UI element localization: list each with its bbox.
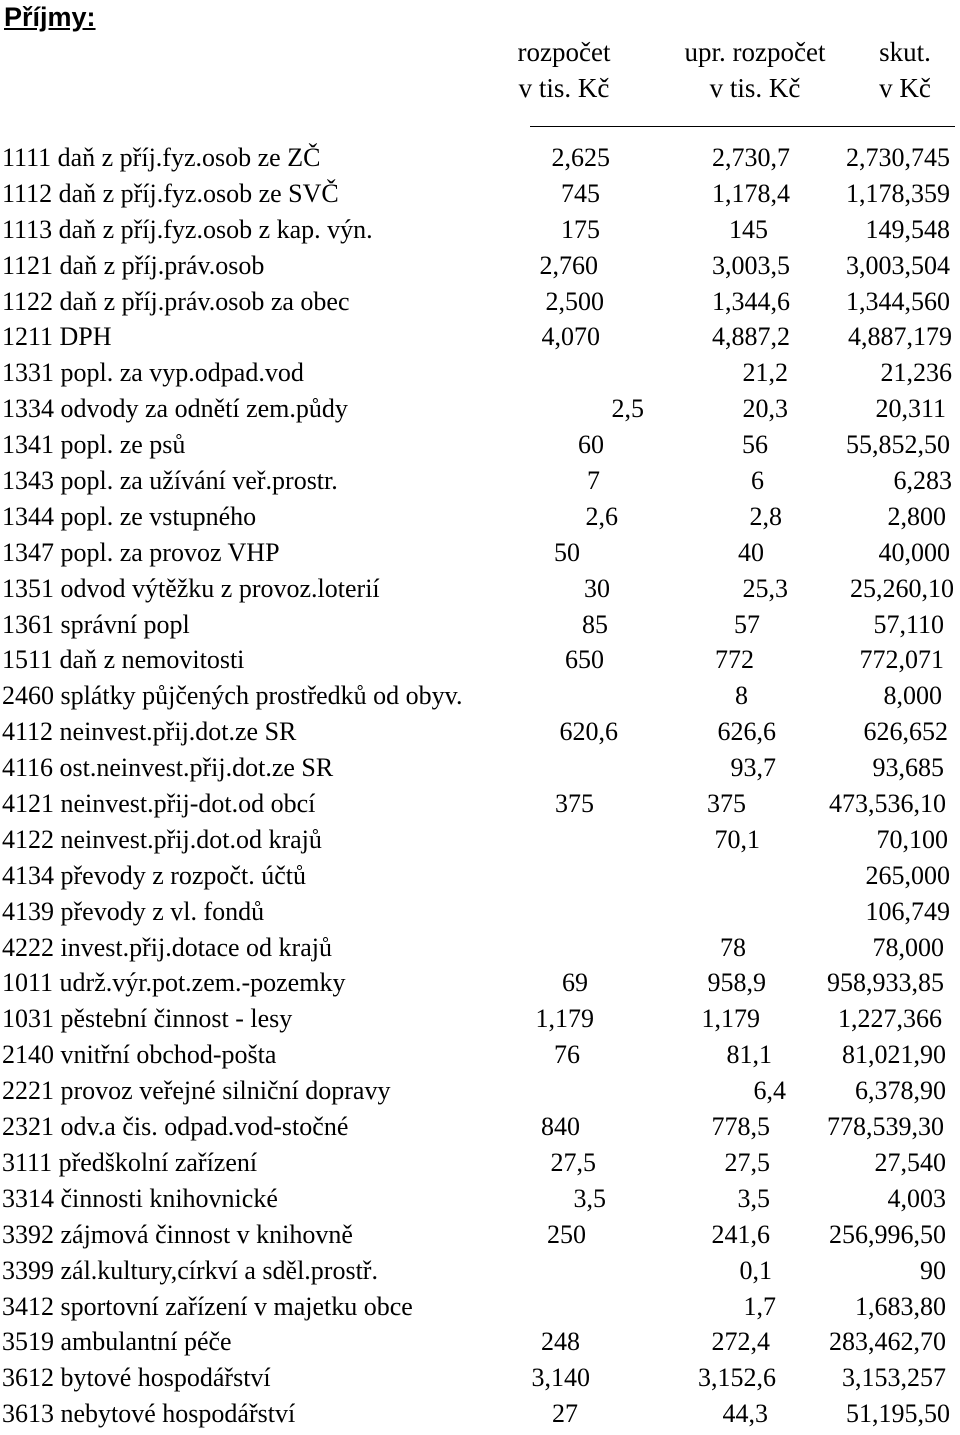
cell-rozpocet: 2,5 xyxy=(611,394,644,424)
cell-rozpocet: 76 xyxy=(554,1040,580,1070)
row-label: 1331 popl. za vyp.odpad.vod xyxy=(2,358,304,388)
cell-skutecnost: 90 xyxy=(920,1255,946,1285)
table-row xyxy=(0,607,960,643)
table-row xyxy=(0,1145,960,1181)
table-row xyxy=(0,786,960,822)
cell-skutecnost: 6,283 xyxy=(893,466,952,496)
cell-skutecnost: 149,548 xyxy=(865,214,950,244)
row-label: 1121 daň z příj.práv.osob xyxy=(2,250,265,280)
cell-upraveny-rozpocet: 93,7 xyxy=(730,753,776,783)
cell-skutecnost: 3,153,257 xyxy=(842,1363,946,1393)
table-row xyxy=(0,499,960,535)
cell-rozpocet: 1,179 xyxy=(535,1004,594,1034)
cell-rozpocet: 2,6 xyxy=(585,501,618,531)
row-label: 4139 převody z vl. fondů xyxy=(2,896,265,926)
cell-rozpocet: 375 xyxy=(555,789,594,819)
cell-rozpocet: 745 xyxy=(561,178,600,208)
cell-skutecnost: 25,260,10 xyxy=(850,573,954,603)
cell-upraveny-rozpocet: 78 xyxy=(720,932,746,962)
cell-skutecnost: 772,071 xyxy=(859,645,944,675)
row-label: 3412 sportovní zařízení v majetku obce xyxy=(2,1291,413,1321)
cell-skutecnost: 55,852,50 xyxy=(846,430,950,460)
table-row xyxy=(0,1037,960,1073)
row-label: 1341 popl. ze psů xyxy=(2,430,186,460)
cell-upraveny-rozpocet: 57 xyxy=(734,609,760,639)
cell-upraveny-rozpocet: 27,5 xyxy=(724,1147,770,1177)
cell-upraveny-rozpocet: 145 xyxy=(729,214,768,244)
row-label: 3399 zál.kultury,církví a sděl.prostř. xyxy=(2,1255,378,1285)
row-label: 3314 činnosti knihovnické xyxy=(2,1183,278,1213)
cell-skutecnost: 2,800 xyxy=(887,501,946,531)
table-row xyxy=(0,1324,960,1360)
table-row xyxy=(0,140,960,176)
header-upraveny-line2: v tis. Kč xyxy=(709,73,801,103)
page-title: Příjmy: xyxy=(4,2,96,32)
header-skutecnost xyxy=(862,34,948,106)
table-row xyxy=(0,1396,960,1432)
cell-skutecnost: 81,021,90 xyxy=(842,1040,946,1070)
row-label: 1011 udrž.výr.pot.zem.-pozemky xyxy=(2,968,346,998)
cell-upraveny-rozpocet: 21,2 xyxy=(742,358,788,388)
header-skutecnost-line1: skut. xyxy=(879,37,931,67)
cell-rozpocet: 85 xyxy=(582,609,608,639)
cell-rozpocet: 69 xyxy=(562,968,588,998)
table-row xyxy=(0,858,960,894)
cell-upraveny-rozpocet: 1,179 xyxy=(701,1004,760,1034)
cell-upraveny-rozpocet: 1,178,4 xyxy=(712,178,790,208)
row-label: 3519 ambulantní péče xyxy=(2,1327,232,1357)
cell-upraveny-rozpocet: 272,4 xyxy=(711,1327,770,1357)
cell-skutecnost: 40,000 xyxy=(878,537,950,567)
cell-rozpocet: 30 xyxy=(584,573,610,603)
table-row xyxy=(0,212,960,248)
cell-upraveny-rozpocet: 0,1 xyxy=(739,1255,772,1285)
header-rozpocet xyxy=(490,34,638,106)
cell-skutecnost: 778,539,30 xyxy=(827,1112,944,1142)
row-label: 4122 neinvest.přij.dot.od krajů xyxy=(2,824,322,854)
cell-skutecnost: 2,730,745 xyxy=(846,143,950,172)
row-label: 1122 daň z příj.práv.osob za obec xyxy=(2,286,350,316)
cell-skutecnost: 27,540 xyxy=(874,1147,946,1177)
cell-rozpocet: 7 xyxy=(587,466,600,496)
cell-upraveny-rozpocet: 1,344,6 xyxy=(712,286,790,316)
cell-rozpocet: 27,5 xyxy=(550,1147,596,1177)
table-row xyxy=(0,1360,960,1396)
cell-upraveny-rozpocet: 8 xyxy=(735,681,748,711)
row-label: 4121 neinvest.přij-dot.od obcí xyxy=(2,789,316,819)
row-label: 3612 bytové hospodářství xyxy=(2,1363,271,1393)
cell-skutecnost: 78,000 xyxy=(872,932,944,962)
cell-skutecnost: 958,933,85 xyxy=(827,968,944,998)
cell-rozpocet: 2,625 xyxy=(551,143,610,172)
cell-skutecnost: 106,749 xyxy=(865,896,950,926)
cell-upraveny-rozpocet: 6 xyxy=(751,466,764,496)
cell-skutecnost: 1,227,366 xyxy=(838,1004,942,1034)
header-divider xyxy=(530,126,955,127)
table-row xyxy=(0,822,960,858)
income-table xyxy=(0,140,960,1432)
row-label: 1343 popl. za užívání veř.prostr. xyxy=(2,466,338,496)
row-label: 1111 daň z příj.fyz.osob ze ZČ xyxy=(2,143,321,172)
cell-rozpocet: 840 xyxy=(541,1112,580,1142)
cell-upraveny-rozpocet: 44,3 xyxy=(722,1399,768,1429)
cell-skutecnost: 256,996,50 xyxy=(829,1219,946,1249)
cell-rozpocet: 250 xyxy=(547,1219,586,1249)
table-row xyxy=(0,1253,960,1289)
cell-rozpocet: 2,760 xyxy=(539,250,598,280)
row-label: 3613 nebytové hospodářství xyxy=(2,1399,296,1429)
cell-upraveny-rozpocet: 20,3 xyxy=(742,394,788,424)
cell-upraveny-rozpocet: 3,003,5 xyxy=(712,250,790,280)
cell-skutecnost: 6,378,90 xyxy=(855,1076,946,1106)
cell-upraveny-rozpocet: 778,5 xyxy=(711,1112,770,1142)
cell-skutecnost: 4,003 xyxy=(887,1183,946,1213)
cell-skutecnost: 1,344,560 xyxy=(846,286,950,316)
table-row xyxy=(0,642,960,678)
cell-upraveny-rozpocet: 958,9 xyxy=(707,968,766,998)
row-label: 4222 invest.přij.dotace od krajů xyxy=(2,932,332,962)
row-label: 3111 předškolní zařízení xyxy=(2,1147,258,1177)
row-label: 4134 převody z rozpočt. účtů xyxy=(2,860,306,890)
cell-upraveny-rozpocet: 6,4 xyxy=(753,1076,786,1106)
table-row xyxy=(0,319,960,355)
cell-upraveny-rozpocet: 81,1 xyxy=(726,1040,772,1070)
cell-upraveny-rozpocet: 40 xyxy=(738,537,764,567)
row-label: 1334 odvody za odnětí zem.půdy xyxy=(2,394,348,424)
table-row xyxy=(0,284,960,320)
table-row xyxy=(0,176,960,212)
table-row xyxy=(0,355,960,391)
cell-upraveny-rozpocet: 1,7 xyxy=(743,1291,776,1321)
table-row xyxy=(0,1181,960,1217)
table-row xyxy=(0,714,960,750)
row-label: 4112 neinvest.přij.dot.ze SR xyxy=(2,717,297,747)
table-row xyxy=(0,750,960,786)
cell-upraveny-rozpocet: 626,6 xyxy=(717,717,776,747)
cell-upraveny-rozpocet: 4,887,2 xyxy=(712,322,790,352)
table-row xyxy=(0,248,960,284)
cell-skutecnost: 70,100 xyxy=(876,824,948,854)
cell-rozpocet: 248 xyxy=(541,1327,580,1357)
cell-skutecnost: 8,000 xyxy=(883,681,942,711)
row-label: 2460 splátky půjčených prostředků od obyv. xyxy=(2,681,463,711)
table-row xyxy=(0,535,960,571)
cell-skutecnost: 1,683,80 xyxy=(855,1291,946,1321)
row-label: 1113 daň z příj.fyz.osob z kap. výn. xyxy=(2,214,373,244)
table-row xyxy=(0,463,960,499)
row-label: 1351 odvod výtěžku z provoz.loterií xyxy=(2,573,380,603)
table-row xyxy=(0,1073,960,1109)
cell-rozpocet: 2,500 xyxy=(545,286,604,316)
cell-rozpocet: 4,070 xyxy=(541,322,600,352)
cell-upraveny-rozpocet: 772 xyxy=(715,645,754,675)
cell-skutecnost: 20,311 xyxy=(875,394,946,424)
cell-skutecnost: 1,178,359 xyxy=(846,178,950,208)
cell-skutecnost: 4,887,179 xyxy=(848,322,952,352)
table-row xyxy=(0,571,960,607)
table-row xyxy=(0,427,960,463)
cell-rozpocet: 620,6 xyxy=(559,717,618,747)
cell-skutecnost: 283,462,70 xyxy=(829,1327,946,1357)
row-label: 2140 vnitřní obchod-pošta xyxy=(2,1040,277,1070)
header-rozpocet-line1: rozpočet xyxy=(517,37,611,67)
row-label: 2321 odv.a čis. odpad.vod-stočné xyxy=(2,1112,349,1142)
cell-rozpocet: 650 xyxy=(565,645,604,675)
cell-rozpocet: 3,5 xyxy=(573,1183,606,1213)
table-row xyxy=(0,678,960,714)
row-label: 1511 daň z nemovitosti xyxy=(2,645,245,675)
table-row xyxy=(0,894,960,930)
cell-skutecnost: 473,536,10 xyxy=(829,789,946,819)
cell-upraveny-rozpocet: 3,5 xyxy=(737,1183,770,1213)
cell-upraveny-rozpocet: 375 xyxy=(707,789,746,819)
header-upraveny-rozpocet xyxy=(662,34,848,106)
row-label: 1112 daň z příj.fyz.osob ze SVČ xyxy=(2,178,339,208)
cell-skutecnost: 3,003,504 xyxy=(846,250,950,280)
header-upraveny-line1: upr. rozpočet xyxy=(684,37,826,67)
row-label: 1361 správní popl xyxy=(2,609,190,639)
cell-skutecnost: 93,685 xyxy=(872,753,944,783)
table-row xyxy=(0,1217,960,1253)
row-label: 1347 popl. za provoz VHP xyxy=(2,537,280,567)
cell-skutecnost: 57,110 xyxy=(873,609,944,639)
cell-upraveny-rozpocet: 3,152,6 xyxy=(698,1363,776,1393)
row-label: 1344 popl. ze vstupného xyxy=(2,501,257,531)
cell-rozpocet: 50 xyxy=(554,537,580,567)
cell-rozpocet: 175 xyxy=(561,214,600,244)
cell-upraveny-rozpocet: 2,8 xyxy=(749,501,782,531)
cell-rozpocet: 3,140 xyxy=(531,1363,590,1393)
cell-skutecnost: 265,000 xyxy=(865,860,950,890)
row-label: 1031 pěstební činnost - lesy xyxy=(2,1004,293,1034)
cell-upraveny-rozpocet: 241,6 xyxy=(711,1219,770,1249)
cell-rozpocet: 60 xyxy=(578,430,604,460)
table-row xyxy=(0,1289,960,1325)
header-skutecnost-line2: v Kč xyxy=(879,73,931,103)
cell-skutecnost: 21,236 xyxy=(880,358,952,388)
row-label: 1211 DPH xyxy=(2,322,112,352)
cell-rozpocet: 27 xyxy=(552,1399,578,1429)
cell-upraveny-rozpocet: 2,730,7 xyxy=(712,143,790,172)
table-row xyxy=(0,1109,960,1145)
table-row xyxy=(0,1001,960,1037)
row-label: 3392 zájmová činnost v knihovně xyxy=(2,1219,353,1249)
row-label: 2221 provoz veřejné silniční dopravy xyxy=(2,1076,391,1106)
table-row xyxy=(0,391,960,427)
cell-skutecnost: 51,195,50 xyxy=(846,1399,950,1429)
cell-upraveny-rozpocet: 56 xyxy=(742,430,768,460)
cell-skutecnost: 626,652 xyxy=(863,717,948,747)
row-label: 4116 ost.neinvest.přij.dot.ze SR xyxy=(2,753,334,783)
cell-upraveny-rozpocet: 70,1 xyxy=(714,824,760,854)
cell-upraveny-rozpocet: 25,3 xyxy=(742,573,788,603)
header-rozpocet-line2: v tis. Kč xyxy=(518,73,610,103)
table-row xyxy=(0,930,960,966)
table-row xyxy=(0,965,960,1001)
